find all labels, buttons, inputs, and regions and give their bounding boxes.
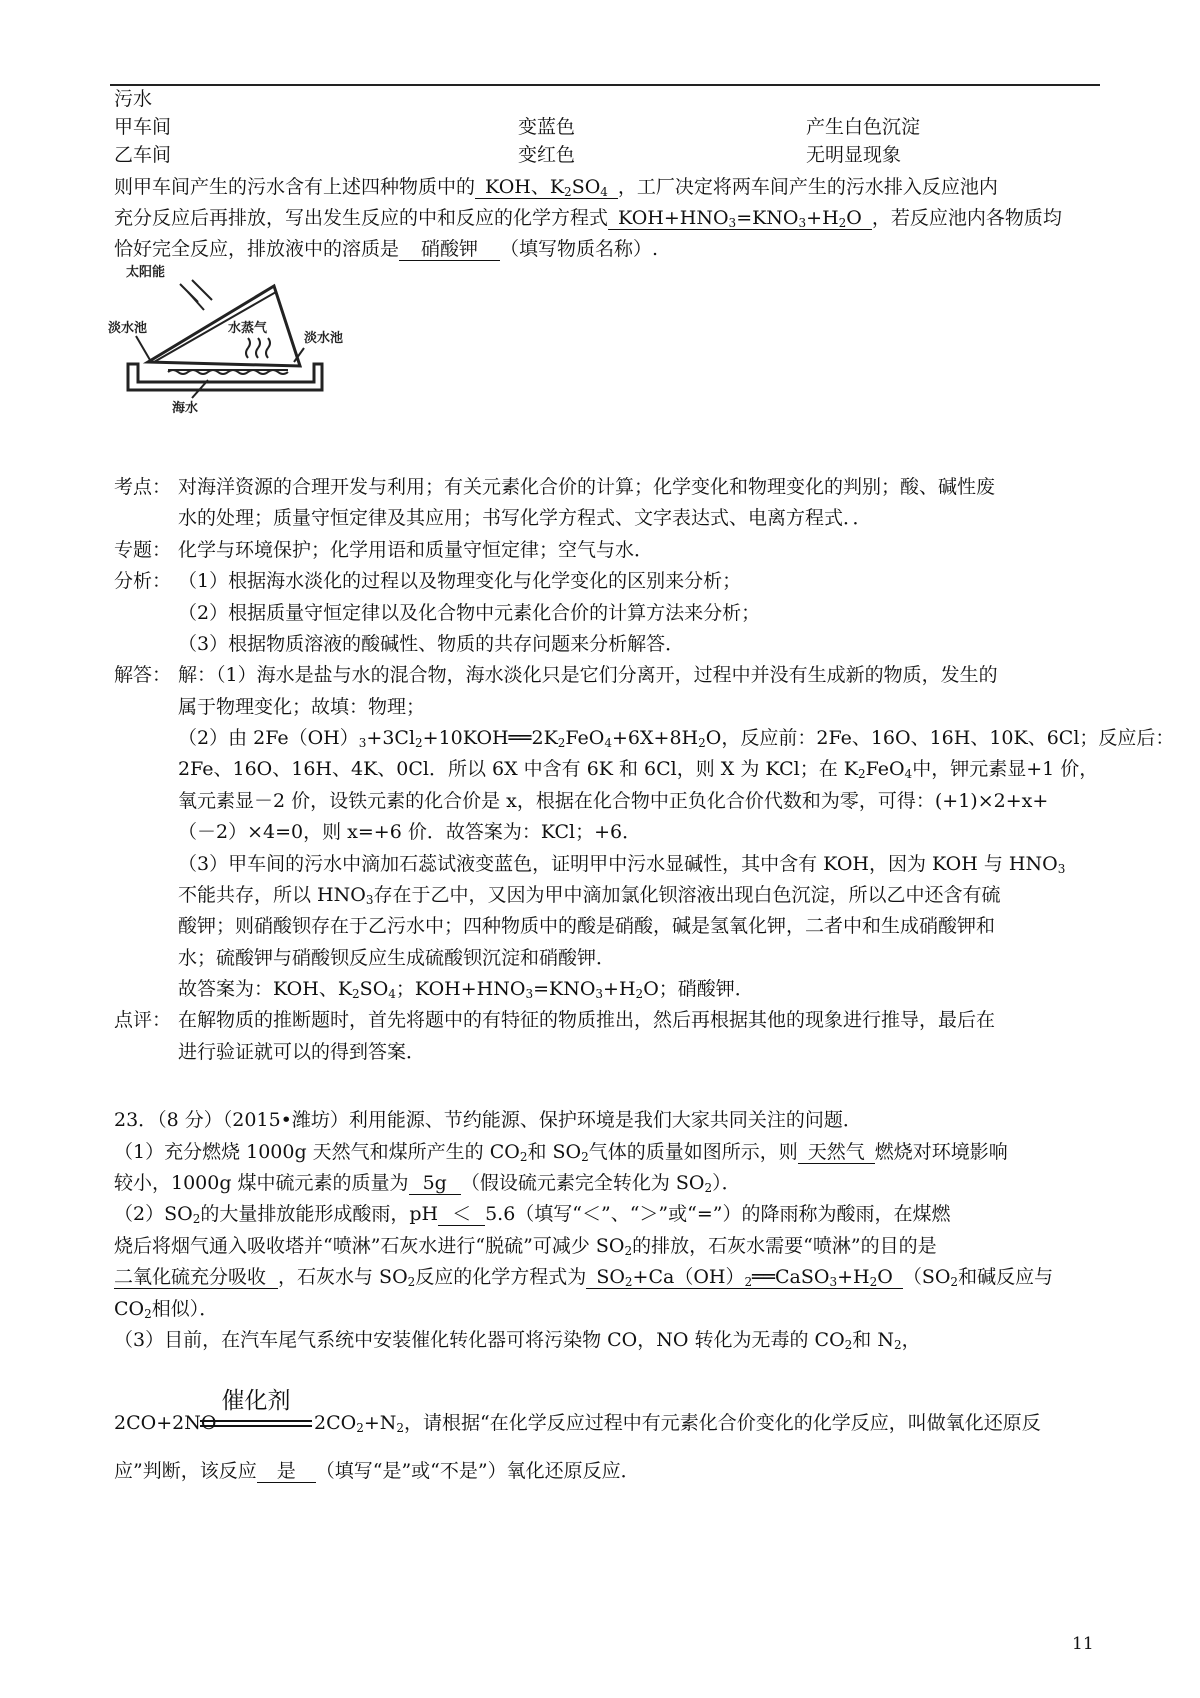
question-line: 较小，1000g 煤中硫元素的质量为 5g （假设硫元素完全转化为 $SO_2$）． (114, 1172, 741, 1195)
fenxi-line: （2）根据质量守恒定律以及化合物中元素化合价的计算方法来分析； (178, 602, 761, 624)
jieda-line: （－2）×4=0，则 x=+6 价．故答案为：KCl；+6． (178, 821, 642, 843)
question-line: $CO_2$相似）． (114, 1298, 219, 1321)
jieda-line: 酸钾；则硝酸钡存在于乙污水中；四种物质中的酸是硝酸，碱是氢氧化钾，二者中和生成硝酸钾和 (178, 915, 996, 937)
table-row: 甲车间 变蓝色 产生白色沉淀 (114, 116, 921, 138)
question-line: $(2)SO_2$的大量排放能形成酸雨，pH ＜ 5.6（填写“＜”、“＞”或“=”）的降雨称为酸雨，在煤燃 (114, 1203, 951, 1226)
question-line: （3）目前，在汽车尾气系统中安装催化转化器可将污染物 CO，NO 转化为无毒的 $CO_2$和 $N_2$， (114, 1329, 921, 1352)
table-header: 污水 (114, 88, 153, 110)
zhuanti-line: 化学与环境保护；化学用语和质量守恒定律；空气与水． (178, 539, 654, 561)
dianping-line: 在解物质的推断题时，首先将题中的有特征的物质推出，然后再根据其他的现象进行推导，最后在 (178, 1009, 996, 1031)
figure-label-right-pool: 淡水池 (304, 331, 344, 346)
jieda-line: 不能共存，所以 $HNO_3$存在于乙中，又因为甲中滴加氯化钡溶液出现白色沉淀，所以乙中还含有硫 (178, 884, 1001, 907)
jieda-line: 属于物理变化；故填：物理； (178, 696, 426, 718)
answer-blank: 5g (409, 1172, 461, 1195)
answer-blank: $SO_2+Ca(OH)_2══CaSO_3+H_2O$ (586, 1266, 903, 1289)
jieda-label: 解答： (114, 664, 172, 686)
figure-label-sea: 海水 (172, 401, 199, 416)
question-line: 二氧化硫充分吸收 ，石灰水与 $SO_2$反应的化学方程式为 $SO_2+Ca(OH)_2══CaSO_3+H_2O$ （$SO_2$和碱反应与 (114, 1266, 1054, 1289)
jieda-line: 解：（1）海水是盐与水的混合物，海水淡化只是它们分离开，过程中并没有生成新的物质，发生的 (178, 664, 998, 686)
jieda-line: 2Fe、16O、16H、4K、0Cl．所以 6X 中含有 6K 和 6Cl，则 X 为 KCl；在 $K_2FeO_4$中，钾元素显+1 价， (178, 758, 1099, 781)
fenxi-line: （1）根据海水淡化的过程以及物理变化与化学变化的区别来分析； (178, 570, 742, 592)
catalyst-label: 催化剂 (221, 1388, 291, 1414)
zhuanti-label: 专题： (114, 539, 172, 561)
answer-blank: 二氧化硫充分吸收 (114, 1266, 278, 1289)
kaodian-line: 水的处理；质量守恒定律及其应用；书写化学方程式、文字表达式、电离方程式．． (178, 507, 872, 529)
question-line: 烧后将烟气通入吸收塔并“喷淋”石灰水进行“脱硫”可减少 $SO_2$的排放，石灰水需要“喷淋”的目的是 (114, 1235, 937, 1258)
para-line: 恰好完全反应，排放液中的溶质是 硝酸钾 （填写物质名称）. (114, 238, 659, 260)
jieda-line: 故答案为：KOH、$K_2SO_4$；$KOH+HNO_3=KNO_3+H_2O$；硝酸钾． (178, 978, 754, 1001)
dianping-line: 进行验证就可以的得到答案． (178, 1041, 426, 1063)
page-number: 11 (1072, 1634, 1094, 1654)
fenxi-line: （3）根据物质溶液的酸碱性、物质的共存问题来分析解答． (178, 633, 685, 655)
kaodian-label: 考点： (114, 476, 172, 498)
figure-label-sun: 太阳能 (126, 265, 166, 280)
fenxi-label: 分析： (114, 570, 172, 592)
jieda-line: （2）由 $2Fe(OH)_3+3Cl_2+10KOH══2K_2FeO_4+6X+8H_2O$，反应前：2Fe、16O、16H、10K、6Cl；反应后： (178, 727, 1175, 750)
figure-label-vapor: 水蒸气 (228, 321, 268, 336)
para-line: 充分反应后再排放，写出发生反应的中和反应的化学方程式 $KOH+HNO_3=KNO_3+H_2O$ ，若反应池内各物质均 (114, 207, 1062, 230)
answer-blank: 是 (257, 1460, 316, 1483)
solar-desalination-figure (108, 262, 368, 428)
figure-label-left-pool: 淡水池 (108, 321, 148, 336)
kaodian-line: 对海洋资源的合理开发与利用；有关元素化合价的计算；化学变化和物理变化的判别；酸、碱性废 (178, 476, 996, 498)
question-line: 应”判断，该反应 是 （填写“是”或“不是”）氧化还原反应． (114, 1460, 640, 1482)
table-row: 乙车间 变红色 无明显现象 (114, 144, 902, 166)
reaction-condition (200, 1388, 312, 1427)
jieda-line: 水；硫酸钾与硝酸钡反应生成硫酸钡沉淀和硝酸钾． (178, 947, 616, 969)
para-line: 则甲车间产生的污水含有上述四种物质中的 KOH、$K_2SO_4$ ，工厂决定将两车间产生的污水排入反应池内 (114, 176, 998, 199)
reaction-arrow (200, 1420, 312, 1427)
answer-blank: 硝酸钾 (399, 238, 500, 261)
equation-left: 2CO+2NO (114, 1412, 217, 1434)
dianping-label: 点评： (114, 1009, 172, 1031)
question-line: $2CO_2+N_2$，请根据“在化学反应过程中有元素化合价变化的化学反应，叫做氧化还原反 (314, 1412, 1041, 1435)
answer-blank: KOH、$K_2SO_4$ (475, 176, 618, 199)
question-line: （1）充分燃烧 1000g 天然气和煤所产生的 $CO_2$和 $SO_2$气体的质量如图所示，则 天然气 燃烧对环境影响 (114, 1141, 1008, 1164)
jieda-line: （3）甲车间的污水中滴加石蕊试液变蓝色，证明甲中污水显碱性，其中含有 KOH，因为 KOH 与 $HNO_3$ (178, 853, 1066, 876)
answer-blank: ＜ (438, 1203, 485, 1226)
question-title: 23．（8 分）（2015•潍坊）利用能源、节约能源、保护环境是我们大家共同关注的问题． (114, 1109, 862, 1131)
jieda-line: 氧元素显－2 价，设铁元素的化合价是 x，根据在化合物中正负化合价代数和为零，可得：(+1)×2+x+ (178, 790, 1049, 812)
answer-blank: $KOH+HNO_3=KNO_3+H_2O$ (608, 207, 872, 230)
header-rule (110, 84, 1100, 86)
answer-blank: 天然气 (798, 1141, 875, 1164)
